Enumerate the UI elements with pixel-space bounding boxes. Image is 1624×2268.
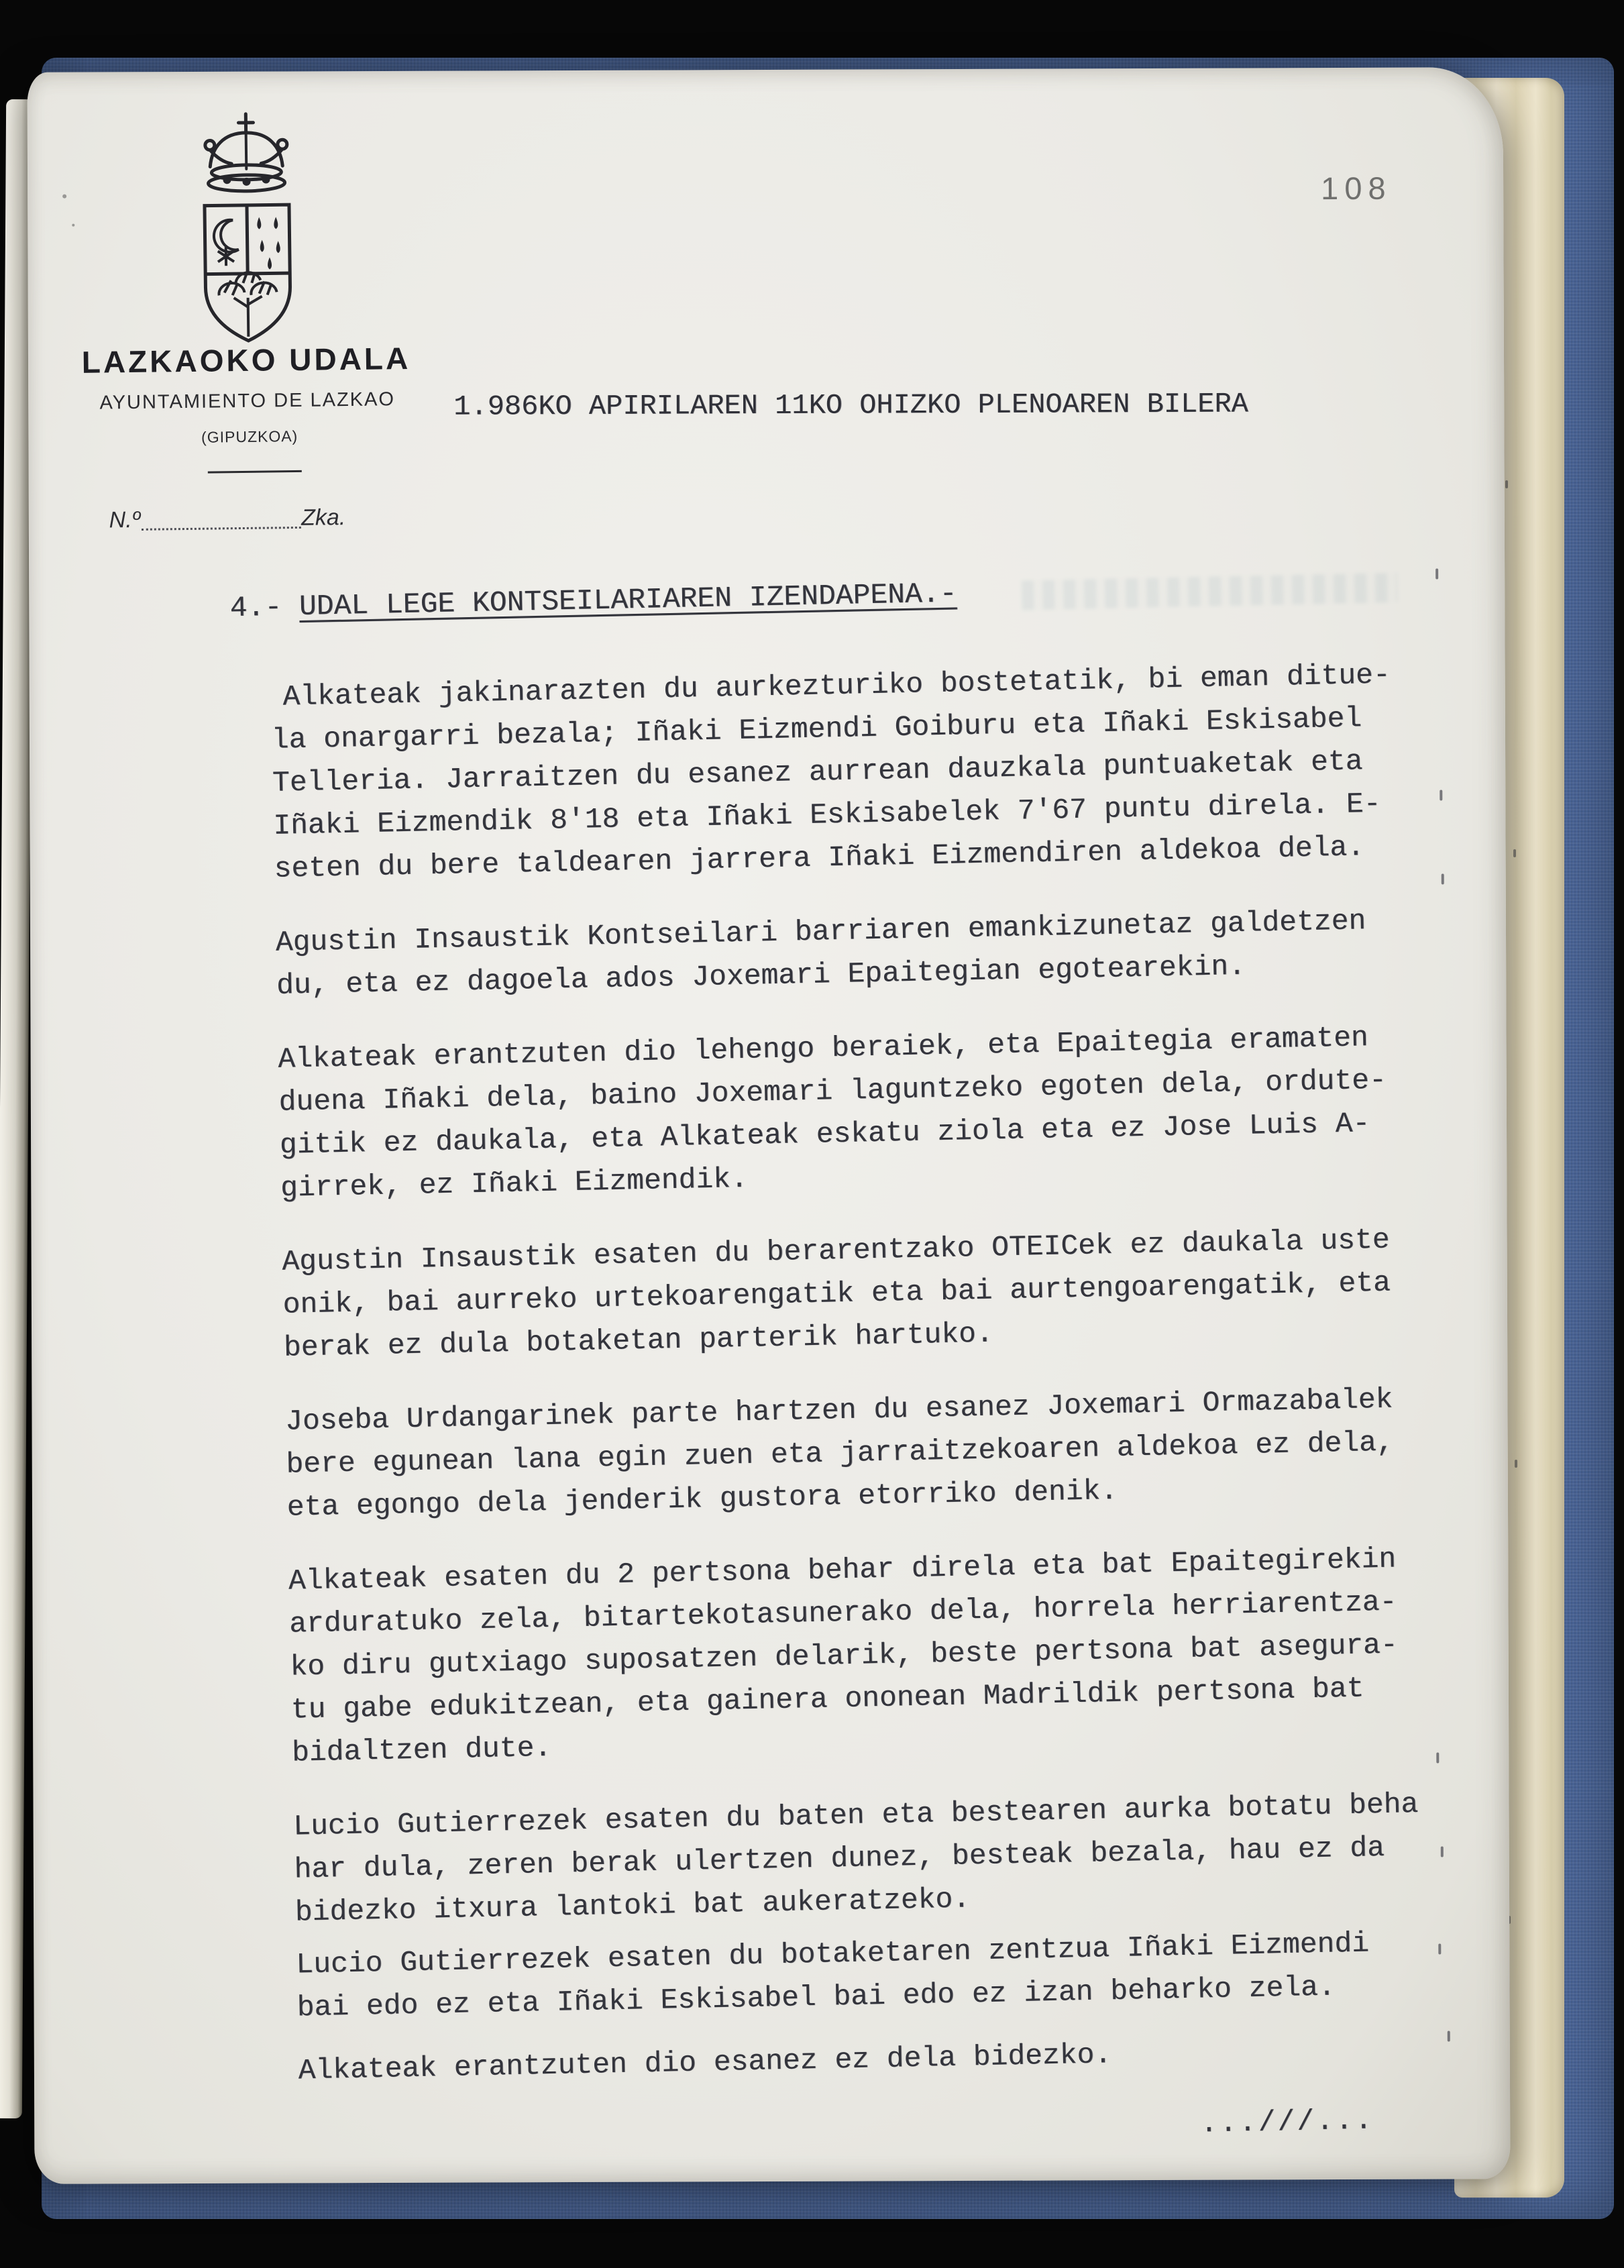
typewritten-line: arduratuko zela, bitartekotasunerako dela, horrela herriarentza- [288,1585,1397,1641]
margin-ink-marks [28,72,30,83]
typewritten-line: bere egunean lana egin zuen eta jarraitzekoaren aldekoa ez dela, [285,1425,1395,1481]
document-title: 1.986KO APIRILAREN 11KO OHIZKO PLENOAREN BILERA [453,388,1248,423]
typewritten-block [229,563,1475,2165]
typewritten-line: Alkateak erantzuten dio lehengo beraiek, eta Epaitegia eramaten [277,1021,1369,1076]
paragraph [275,898,1452,1008]
typewritten-line: Lucio Gutierrezek esaten du botaketaren zentzua Iñaki Eizmendi [295,1927,1370,1982]
paragraph [270,653,1450,891]
paragraph [298,2026,1474,2092]
section-title: UDAL LEGE KONTSEILARIAREN IZENDAPENA.- [299,577,957,624]
paragraph-list [231,653,1474,2094]
typewritten-line: bai edo ez eta Iñaki Eskisabel bai edo ez izan beharko zela. [296,1970,1336,2024]
section-heading [229,563,1444,630]
typewritten-line: gitik ez daukala, eta Alkateak eskatu ziola eta ez Jose Luis A- [279,1107,1370,1162]
typewritten-line: berak ez dula botaketan parterik hartuko. [283,1317,994,1364]
ref-dotted-line [142,506,301,531]
paragraph [282,1218,1460,1370]
ref-label-left: N.º [109,506,141,533]
paragraph [296,1920,1472,2029]
typewritten-line: la onargarri bezala; Iñaki Eizmendi Goiburu eta Iñaki Eskisabel [271,702,1362,757]
coat-of-arms-icon [182,104,313,364]
letterhead-rule [208,470,302,474]
organization-name-spanish: AYUNTAMIENTO DE LAZKAO [99,388,396,414]
continuation-mark: ...///... [1199,2104,1374,2141]
reference-number-line [109,504,345,533]
typewritten-line: Alkateak jakinarazten du aurkezturiko bostetatik, bi eman ditue- [282,658,1391,714]
typewritten-line: du, eta ez dagoela ados Joxemari Epaitegian egotearekin. [276,949,1246,1002]
document-page [28,67,1511,2184]
page-number: 108 [1321,170,1392,207]
paper-speck [72,224,74,227]
typewritten-line: Alkateak erantzuten dio esanez ez dela bidezko. [298,2038,1112,2088]
typewritten-line: girrek, ez Iñaki Eizmendik. [280,1162,749,1205]
typewritten-line: eta egongo dela jenderik gustora etorriko denik. [286,1474,1118,1524]
typewritten-line: Joseba Urdangarinek parte hartzen du esanez Joxemari Ormazabalek [284,1383,1393,1438]
typewritten-line: Telleria. Jarraitzen du esanez aurrean dauzkala puntuaketak eta [272,745,1363,800]
letterhead [28,66,502,541]
typewritten-line: bidezko itxura lantoki bat aukeratzeko. [294,1882,971,1929]
paragraph [293,1782,1471,1934]
paragraph [285,1377,1463,1529]
paragraph [288,1537,1467,1775]
organization-name-basque: LAZKAOKO UDALA [81,340,411,380]
typewritten-line: Agustin Insaustik esaten du berarentzako OTEICek ez daukala uste [281,1223,1391,1279]
typewritten-line: bidaltzen dute. [291,1731,552,1770]
typewritten-line: Agustin Insaustik Kontseilari barriaren emankizunetaz galdetzen [275,904,1366,959]
province-label: (GIPUZKOA) [201,427,299,446]
typewritten-line: onik, bai aurreko urtekoarengatik eta bai aurtengoarengatik, eta [282,1266,1391,1321]
ref-label-right: Zka. [301,504,346,531]
typewritten-line: tu gabe edukitzean, eta gainera ononean Madrildik pertsona bat [290,1672,1364,1727]
typewritten-line: Alkateak esaten du 2 pertsona behar direla eta bat Epaitegirekin [288,1542,1397,1598]
paragraph [278,1015,1456,1210]
typewritten-line: seten du bere taldearen jarrera Iñaki Eizmendiren aldekoa dela. [274,830,1365,885]
typewritten-line: Iñaki Eizmendik 8'18 eta Iñaki Eskisabelek 7'67 puntu direla. E- [272,787,1381,843]
typewritten-line: Lucio Gutierrezek esaten du baten eta bestearen aurka botatu beha [292,1787,1419,1843]
section-number: 4.- [229,590,300,625]
typewritten-line: duena Iñaki dela, baino Joxemari laguntzeko egoten dela, ordute- [278,1063,1387,1119]
paper-speck [62,195,66,199]
typewritten-line: ko diru gutxiago suposatzen delarik, beste pertsona bat asegura- [290,1628,1399,1684]
typewritten-line: har dula, zeren berak ulertzen dunez, besteak bezala, hau ez da [294,1831,1385,1886]
